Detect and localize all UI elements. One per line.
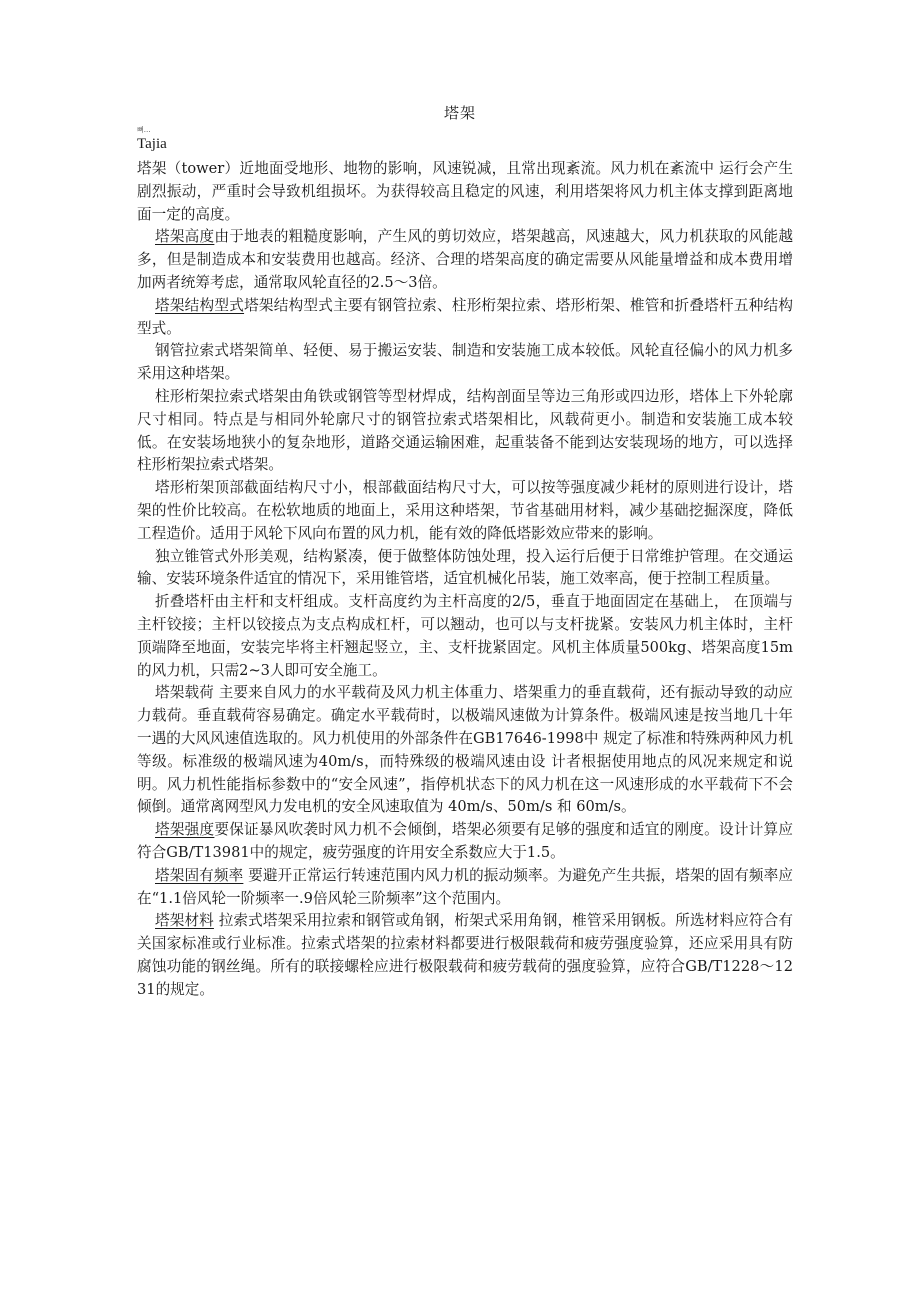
paragraph-tower-material bbox=[137, 910, 793, 1001]
paragraph-structure-types bbox=[137, 295, 793, 341]
paragraph-natural-frequency bbox=[137, 865, 793, 911]
paragraph-tower-strength bbox=[137, 819, 793, 865]
paragraph-folding-pole bbox=[137, 591, 793, 682]
scan-mark: 뼈.‥ bbox=[137, 126, 151, 134]
pinyin-heading: Tajia bbox=[137, 136, 167, 152]
paragraph-tower-load bbox=[137, 682, 793, 819]
paragraph-tower-truss bbox=[137, 477, 793, 545]
paragraph-text: 要避开正常运行转速范围内风力机的振动频率。为避免产生共振，塔架的固有频率应在“1.1倍风轮一阶频率一.9倍风轮三阶频率”这个范围内。 bbox=[137, 866, 793, 907]
term-tower-material: 塔架材料 bbox=[155, 912, 214, 930]
paragraph-text: 塔架结构型式主要有钢管拉索、柱形桁架拉索、塔形桁架、椎管和折叠塔杆五种结构型式。 bbox=[137, 296, 793, 337]
term-tower-strength: 塔架强度 bbox=[155, 821, 215, 839]
paragraph-text: 塔架载荷 主要来自风力的水平载荷及风力机主体重力、塔架重力的垂直载荷，还有振动导致的动应力载荷。垂直载荷容易确定。确定水平载荷时，以极端风速做为计算条件。极端风速是按当地几十年一遇的大风风速值选取的。风力机使用的外部条件在GB17646-1998中 规定了标准和特殊两种风力机等级。标准级的极端风速为40m/s，而特殊级的极端风速由设 计者根据使用地点的风况来规定和说明。风力机性能指标参数中的“安全风速”，指停机状态下的风力机在这一风速形成的水平载荷下不会倾倒。通常离网型风力发电机的安全风速取值为 40m/s、50m/s 和 60m/s。 bbox=[137, 684, 793, 816]
paragraph-column-truss-guyed bbox=[137, 386, 793, 477]
document-body bbox=[137, 158, 793, 1001]
paragraph-text: 由于地表的粗糙度影响，产生风的剪切效应，塔架越高，风速越大，风力机获取的风能越多，但是制造成本和安装费用也越高。经济、合理的塔架高度的确定需要从风能量增益和成本费用增加两者统筹考虑，通常取风轮直径的2.5～3倍。 bbox=[137, 228, 793, 291]
paragraph-text: 塔形桁架顶部截面结构尺寸小，根部截面结构尺寸大，可以按等强度减少耗材的原则进行设计，塔架的性价比较高。在松软地质的地面上，采用这种塔架，节省基础用材料，减少基础挖掘深度，降低工程造价。适用于风轮下风向布置的风力机，能有效的降低塔影效应带来的影响。 bbox=[137, 479, 793, 542]
term-structure-type: 塔架结构型式 bbox=[155, 296, 245, 314]
paragraph-text: 钢管拉索式塔架简单、轻便、易于搬运安装、制造和安装施工成本较低。风轮直径偏小的风力机多采用这种塔架。 bbox=[137, 342, 793, 383]
paragraph-text: 拉索式塔架采用拉索和钢管或角钢，桁架式采用角钢，椎管采用钢板。所选材料应符合有关国家标准或行业标准。拉索式塔架的拉索材料都要进行极限载荷和疲劳强度验算，还应采用具有防腐蚀功能的钢丝绳。所有的联接螺栓应进行极限载荷和疲劳载荷的强度验算，应符合GB/T1228～1231的规定。 bbox=[137, 912, 793, 998]
paragraph-text: 塔架（tower）近地面受地形、地物的影响，风速锐减，且常出现紊流。风力机在紊流中 运行会产生剧烈振动，严重时会导致机组损坏。为获得较高且稳定的风速，利用塔架将风力机主体支撑到距离地面一定的高度。 bbox=[137, 160, 793, 223]
term-natural-frequency: 塔架固有频率 bbox=[155, 866, 244, 884]
paragraph-text: 折叠塔杆由主杆和支杆组成。支杆高度约为主杆高度的2/5，垂直于地面固定在基础上， 在顶端与主杆铰接；主杆以铰接点为支点构成杠杆，可以翘动，也可以与支杆拢紧。安装风力机主体时，主杆顶端降至地面，安装完毕将主杆翘起竖立，主、支杆拢紧固定。风机主体质量500kg、塔架高度15m的风力机，只需2~3人即可安全施工。 bbox=[137, 593, 793, 679]
paragraph-text: 要保证暴风吹袭时风力机不会倾倒，塔架必须要有足够的强度和适宜的刚度。设计计算应符合GB/T13981中的规定，疲劳强度的许用安全系数应大于1.5。 bbox=[137, 821, 793, 861]
paragraph-text: 柱形桁架拉索式塔架由角铁或钢管等型材焊成，结构剖面呈等边三角形或四边形，塔体上下外轮廓尺寸相同。特点是与相同外轮廓尺寸的钢管拉索式塔架相比，风载荷更小。制造和安装施工成本较低。在安装场地狭小的复杂地形，道路交通运输困难，起重装备不能到达安装现场的地方，可以选择柱形桁架拉索式塔架。 bbox=[137, 387, 793, 474]
page-title: 塔架 bbox=[443, 104, 476, 122]
paragraph-cone-tube bbox=[137, 546, 793, 592]
paragraph-tower-height bbox=[137, 226, 793, 294]
paragraph-text: 独立锥管式外形美观，结构紧凑，便于做整体防蚀处理，投入运行后便于日常维护管理。在交通运输、安装环境条件适宜的情况下，采用锥管塔，适宜机械化吊装，施工效率高，便于控制工程质量。 bbox=[137, 547, 793, 588]
paragraph-intro bbox=[137, 158, 793, 226]
paragraph-steel-tube-guyed bbox=[137, 340, 793, 386]
term-tower-height: 塔架高度 bbox=[155, 228, 215, 246]
